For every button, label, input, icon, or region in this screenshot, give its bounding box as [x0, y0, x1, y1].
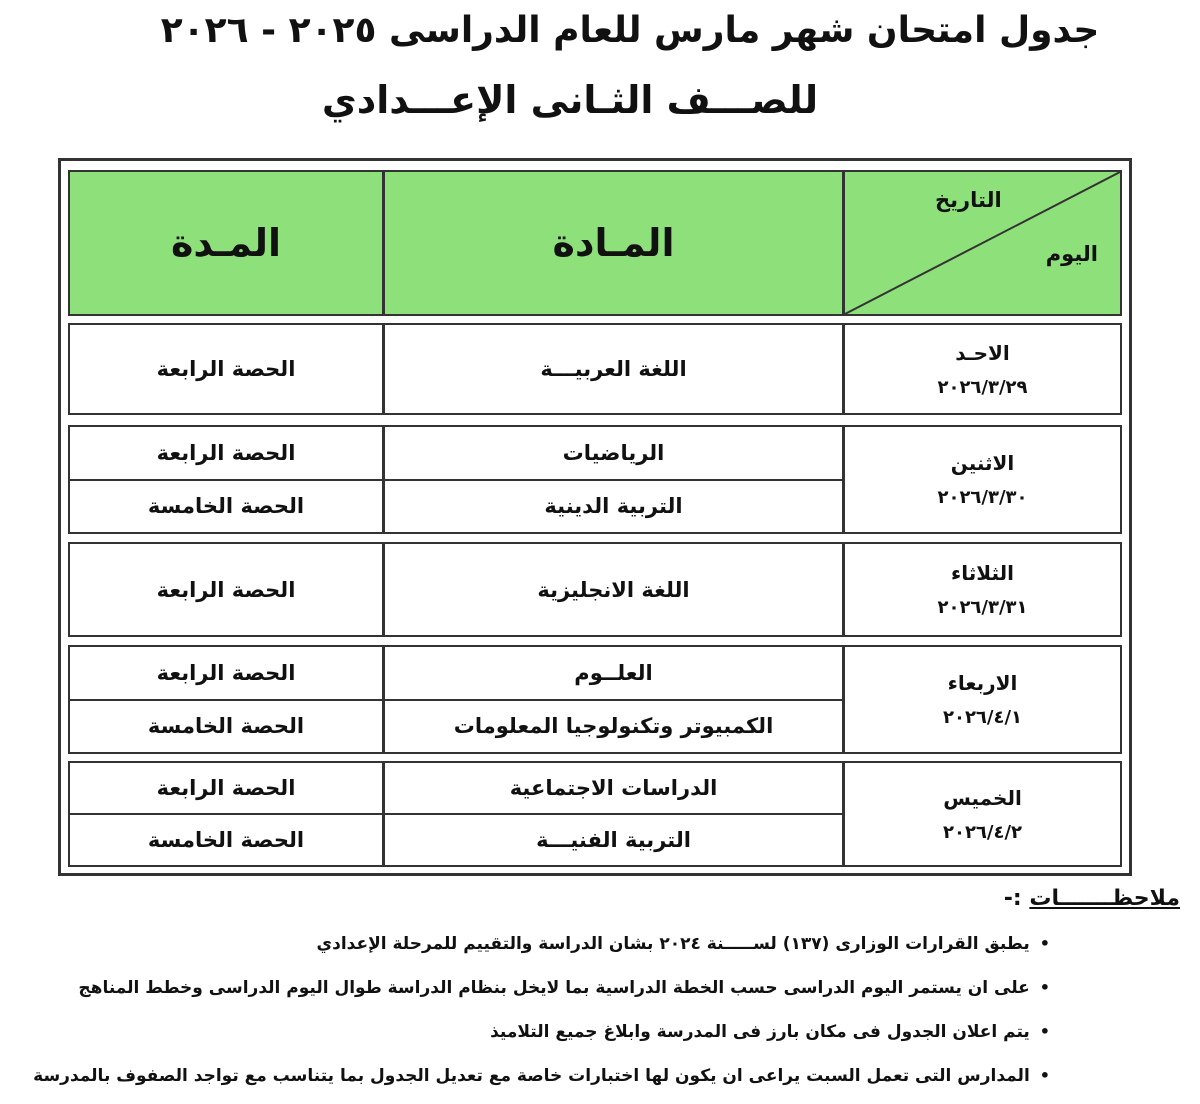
day-group-wednesday: [68, 645, 1122, 754]
period-cell: الحصة الرابعة: [156, 440, 296, 465]
day-date: ٢٠٢٦/٣/٣٠: [937, 487, 1028, 508]
notes-list: [20, 928, 1050, 1104]
subject-cell: اللغة العربيـــة: [382, 325, 842, 413]
table-header: [68, 170, 1122, 316]
subject-cell: التربية الفنيـــة: [382, 815, 842, 865]
day-cell: [842, 427, 1120, 532]
notes-heading: [1004, 886, 1180, 911]
day-group-tuesday: [68, 542, 1122, 637]
note-item: • على ان يستمر اليوم الدراسى حسب الخطة الدراسية بما لايخل بنظام الدراسة طوال اليوم الدراسى وخطط المناهج: [20, 972, 1050, 1016]
subject-cell: الكمبيوتر وتكنولوجيا المعلومات: [382, 701, 842, 753]
day-name: الاحـد: [955, 340, 1010, 365]
note-item: • المدارس التى تعمل السبت يراعى ان يكون لها اختبارات خاصة مع تعديل الجدول بما يتناسب مع تواجد الصفوف بالمدرسة: [20, 1060, 1050, 1104]
table-row: [70, 647, 842, 699]
day-cell: [842, 647, 1120, 752]
period-cell: الحصة الرابعة: [156, 776, 296, 800]
table-row: [70, 479, 842, 533]
table-row: [70, 699, 842, 753]
note-item: • يتم اعلان الجدول فى مكان بارز فى المدرسة وابلاغ جميع التلاميذ: [20, 1016, 1050, 1060]
subject-cell: اللغة الانجليزية: [382, 544, 842, 635]
day-cell: [842, 325, 1120, 413]
subject-cell: العلــوم: [382, 647, 842, 699]
notes-suffix: :-: [1003, 886, 1030, 911]
day-name: الخميس: [943, 785, 1022, 810]
table-row: [70, 544, 842, 635]
schedule-table: [58, 158, 1132, 876]
note-item: • يطبق القرارات الوزارى (١٣٧) لســـــنة ٢٠٢٤ بشان الدراسة والتقييم للمرحلة الإعدادي: [20, 928, 1050, 972]
notes-title: ملاحظـــــــات: [1029, 886, 1180, 911]
table-row: [70, 325, 842, 413]
day-name: الثلاثاء: [951, 561, 1014, 585]
header-day-label: اليوم: [1045, 242, 1098, 266]
day-cell: [842, 544, 1120, 635]
day-group-sunday: [68, 323, 1122, 415]
day-date: ٢٠٢٦/٣/٣١: [937, 597, 1028, 618]
header-subject: المـادة: [382, 172, 842, 314]
header-date-label: التاريخ: [935, 188, 1002, 212]
header-day-date-cell: [842, 172, 1120, 314]
subject-cell: التربية الدينية: [382, 481, 842, 533]
period-cell: الحصة الرابعة: [156, 577, 296, 602]
day-date: ٢٠٢٦/٤/١: [942, 707, 1023, 728]
day-group-thursday: [68, 761, 1122, 867]
period-cell: الحصة الرابعة: [156, 660, 296, 685]
day-name: الاثنين: [950, 451, 1015, 475]
day-group-monday: [68, 425, 1122, 534]
table-row: [70, 763, 842, 813]
header-duration: المـدة: [170, 221, 282, 265]
day-cell: [842, 763, 1120, 865]
table-row: [70, 427, 842, 479]
period-cell: الحصة الرابعة: [156, 357, 296, 381]
document-title: جدول امتحان شهر مارس للعام الدراسى ٢٠٢٥ - ٢٠٢٦: [160, 10, 1100, 51]
subject-cell: الرياضيات: [382, 427, 842, 479]
period-cell: الحصة الخامسة: [147, 494, 305, 519]
day-date: ٢٠٢٦/٣/٢٩: [937, 376, 1028, 398]
period-cell: الحصة الخامسة: [147, 828, 305, 852]
day-date: ٢٠٢٦/٤/٢: [942, 821, 1023, 843]
subject-cell: الدراسات الاجتماعية: [382, 763, 842, 813]
day-name: الاربعاء: [947, 671, 1018, 695]
table-row: [70, 813, 842, 865]
grade-title: للصـــف الثـانى الإعـــدادي: [321, 78, 819, 122]
period-cell: الحصة الخامسة: [147, 714, 305, 739]
